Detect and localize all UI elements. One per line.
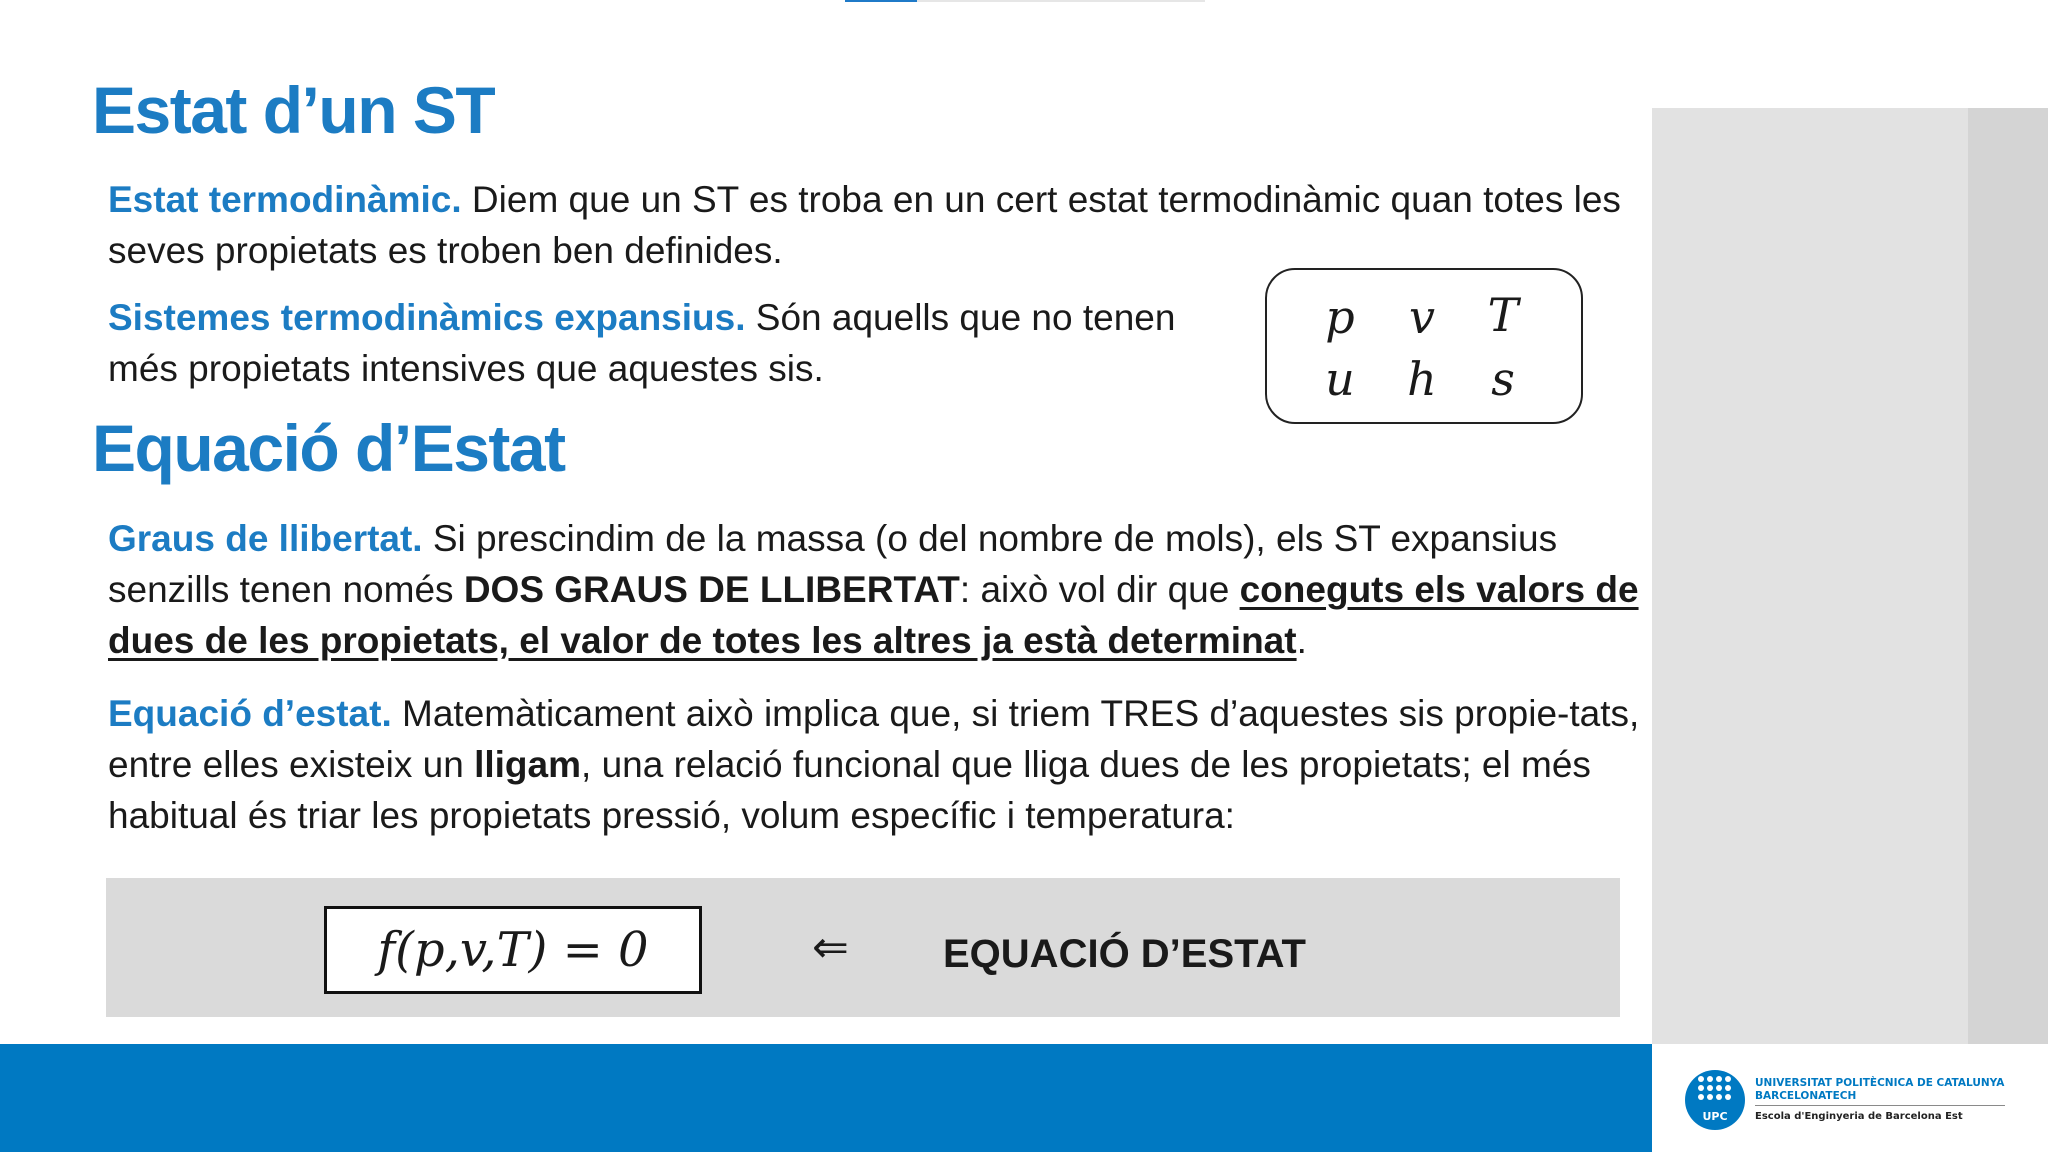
equation-label: EQUACIÓ D’ESTAT	[943, 932, 1306, 976]
footer-bar	[0, 1044, 1652, 1152]
text-graus-llibertat-3: .	[1296, 620, 1307, 661]
property-specific-volume: v	[1409, 290, 1435, 344]
paragraph-equacio-estat	[108, 688, 1648, 841]
text-sistemes-expansius: Són aquells que no tenen més propietats intensives que aquestes sis.	[108, 297, 1176, 389]
heading-equacio-estat: Equació d’Estat	[92, 411, 565, 485]
property-pressure: p	[1325, 290, 1355, 344]
property-enthalpy: h	[1407, 352, 1437, 406]
equation-formula: f(p,v,T) = 0	[324, 906, 702, 994]
right-side-strip	[1968, 108, 2048, 1044]
left-double-arrow-icon: ⇐	[812, 922, 849, 973]
paragraph-estat-termodinamic	[108, 174, 1648, 276]
university-name-line2: BARCELONATECH	[1755, 1090, 1857, 1102]
slide-progress-bar	[845, 0, 1205, 2]
text-estat-termodinamic: Diem que un ST es troba en un cert estat termodinàmic quan totes les seves propietats es troben ben definides.	[108, 179, 1621, 271]
slide-progress-fill	[845, 0, 917, 2]
university-name-line1: UNIVERSITAT POLITÈCNICA DE CATALUNYA	[1755, 1077, 2005, 1089]
term-graus-llibertat: Graus de llibertat.	[108, 518, 423, 559]
text-graus-llibertat-1: Si prescindim de la massa (o del nombre de mols), els ST expansius senzills tenen només	[108, 518, 1558, 610]
text-equacio-estat-1: Matemàticament això implica que, si triem TRES d’aquestes sis propie-tats, entre elles existeix un	[108, 693, 1640, 785]
property-temperature: T	[1487, 288, 1519, 342]
term-equacio-estat: Equació d’estat.	[108, 693, 392, 734]
heading-estat-st: Estat d’un ST	[92, 73, 495, 147]
text-dos-graus: DOS GRAUS DE LLIBERTAT	[463, 569, 960, 610]
text-equacio-estat-2: , una relació funcional que lliga dues de les propietats; el més habitual és triar les propietats pressió, volum específic i temperatura:	[108, 744, 1591, 836]
term-sistemes-expansius: Sistemes termodinàmics expansius.	[108, 297, 746, 338]
logo-divider	[1755, 1105, 2005, 1106]
paragraph-graus-llibertat	[108, 513, 1648, 666]
term-estat-termodinamic: Estat termodinàmic.	[108, 179, 462, 220]
property-entropy: s	[1491, 352, 1515, 406]
property-internal-energy: u	[1325, 352, 1355, 406]
properties-box	[1265, 268, 1583, 424]
paragraph-sistemes-expansius	[108, 292, 1198, 394]
upc-logo-text: UPC	[1702, 1110, 1728, 1123]
upc-logo-dots	[1698, 1076, 1732, 1106]
text-graus-llibertat-2: : això vol dir que	[959, 569, 1240, 610]
school-name: Escola d'Enginyeria de Barcelona Est	[1755, 1111, 1963, 1122]
text-lligam: lligam	[474, 744, 582, 785]
university-name	[1755, 1077, 2004, 1103]
text-coneguts-valors: coneguts els valors de dues de les propietats, el valor de totes les altres ja està determinat	[108, 569, 1639, 661]
